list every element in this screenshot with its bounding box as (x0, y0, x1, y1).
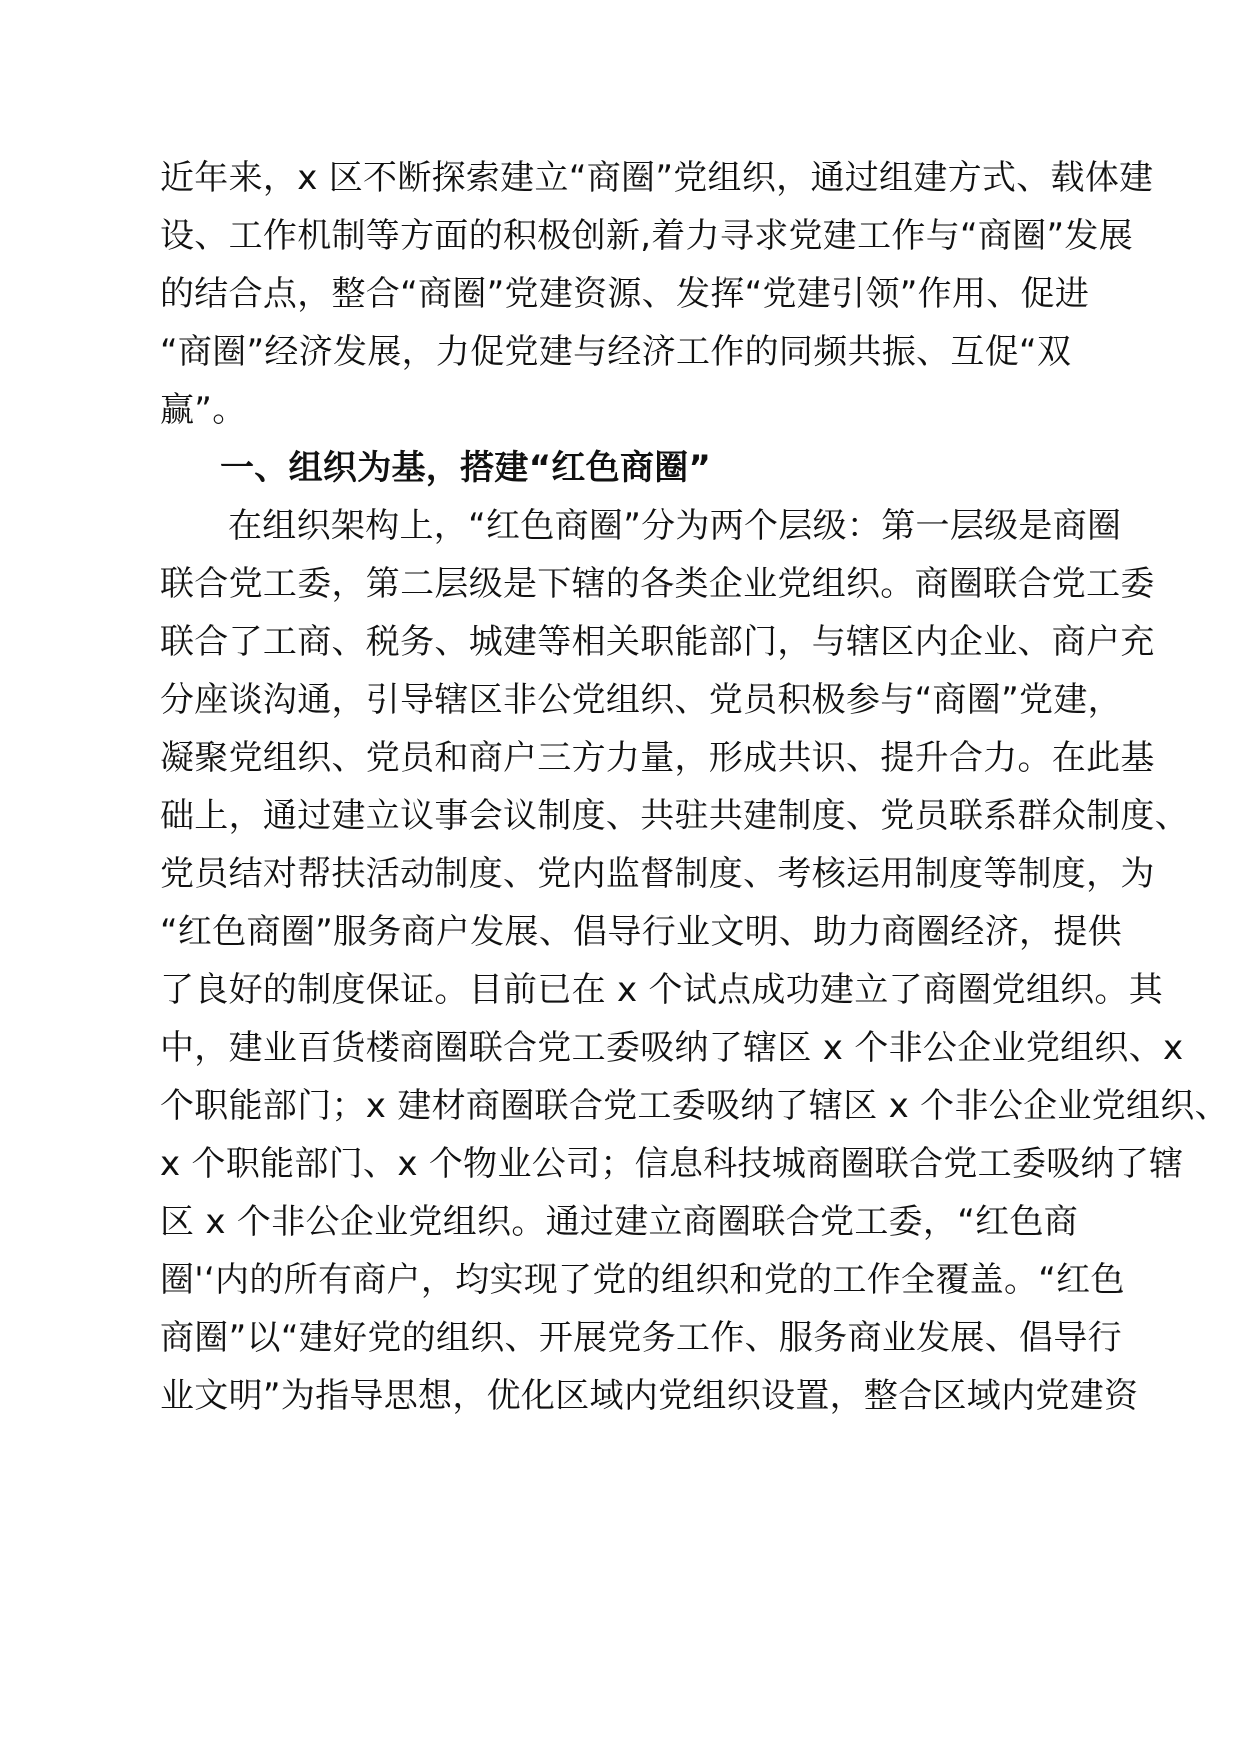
paragraph-2-line-9: 了良好的制度保证。目前已在 x 个试点成功建立了商圈党组织。其 (160, 970, 1164, 1010)
paragraph-1-line-4: “商圈”经济发展，力促党建与经济工作的同频共振、互促“双 (160, 332, 1072, 372)
paragraph-1-line-1: 近年来，x 区不断探索建立“商圈”党组织，通过组建方式、载体建 (160, 158, 1154, 198)
paragraph-2-line-3: 联合了工商、税务、城建等相关职能部门，与辖区内企业、商户充 (160, 622, 1155, 662)
paragraph-2-line-2: 联合党工委，第二层级是下辖的各类企业党组织。商圈联合党工委 (160, 564, 1155, 604)
paragraph-2-line-13: 区 x 个非公企业党组织。通过建立商圈联合党工委，“红色商 (160, 1202, 1079, 1242)
paragraph-1-line-2: 设、工作机制等方面的积极创新,着力寻求党建工作与“商圈”发展 (160, 216, 1134, 256)
paragraph-2-line-7: 党员结对帮扶活动制度、党内监督制度、考核运用制度等制度，为 (160, 854, 1155, 894)
paragraph-1-line-3: 的结合点，整合“商圈”党建资源、发挥“党建引领”作用、促进 (160, 274, 1090, 314)
paragraph-2-line-8: “红色商圈”服务商户发展、倡导行业文明、助力商圈经济，提供 (160, 912, 1122, 952)
paragraph-2-line-14: 圈'‘内的所有商户，均实现了党的组织和党的工作全覆盖。“红色 (160, 1260, 1125, 1300)
section-heading: 一、组织为基，搭建“红色商圈” (220, 448, 712, 488)
paragraph-2-line-11: 个职能部门；x 建材商圈联合党工委吸纳了辖区 x 个非公企业党组织、 (160, 1086, 1229, 1126)
paragraph-2-line-6: 础上，通过建立议事会议制度、共驻共建制度、党员联系群众制度、 (160, 796, 1189, 836)
paragraph-1-line-5: 赢”。 (160, 390, 247, 430)
paragraph-2-line-12: x 个职能部门、x 个物业公司；信息科技城商圈联合党工委吸纳了辖 (160, 1144, 1184, 1184)
paragraph-2-line-15: 商圈”以“建好党的组织、开展党务工作、服务商业发展、倡导行 (160, 1318, 1122, 1358)
paragraph-2-line-16: 业文明”为指导思想，优化区域内党组织设置，整合区域内党建资 (160, 1376, 1139, 1416)
paragraph-2-line-5: 凝聚党组织、党员和商户三方力量，形成共识、提升合力。在此基 (160, 738, 1155, 778)
paragraph-2-line-1: 在组织架构上，“红色商圈”分为两个层级：第一层级是商圈 (228, 506, 1122, 546)
paragraph-2-line-10: 中，建业百货楼商圈联合党工委吸纳了辖区 x 个非公企业党组织、x (160, 1028, 1184, 1068)
paragraph-2-line-4: 分座谈沟通，引导辖区非公党组织、党员积极参与“商圈”党建， (160, 680, 1122, 720)
